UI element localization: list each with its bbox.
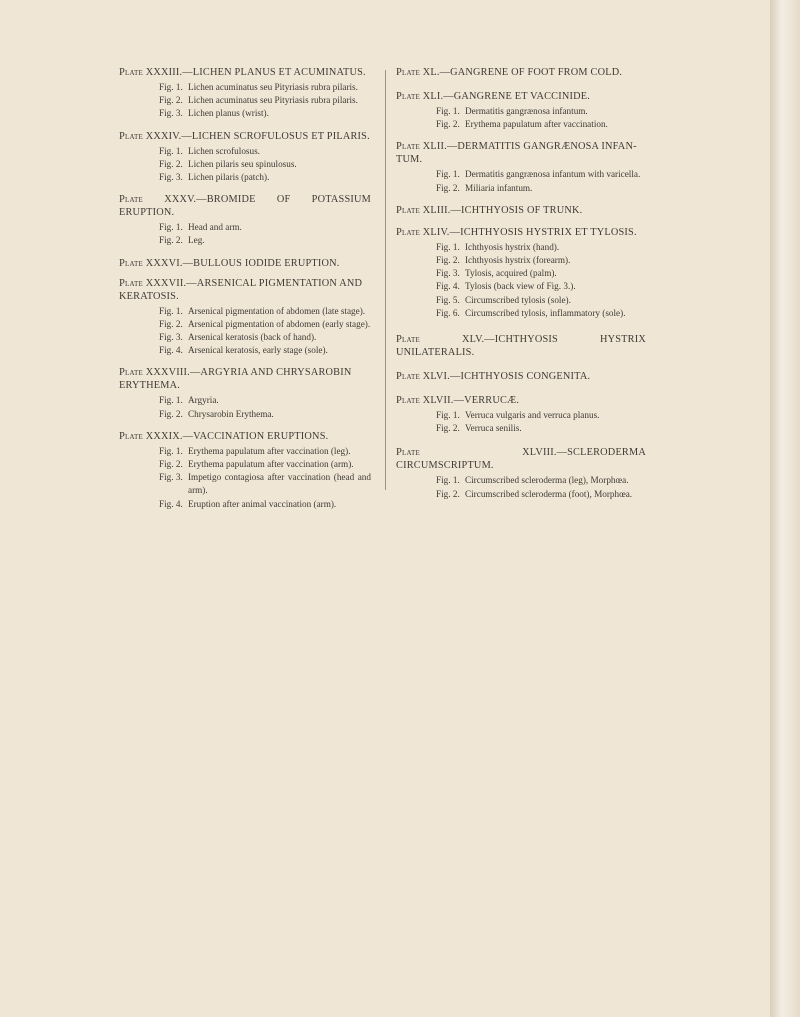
plate-label: Plate (119, 367, 143, 379)
plate-entry (119, 193, 371, 247)
figure-caption: Lichen acuminatus seu Pityriasis rubra pilaris. (188, 82, 358, 92)
plate-heading: XXXIV.—LICHEN SCROFULOSUS ET PILARIS. (145, 130, 370, 142)
left-column (119, 66, 371, 511)
plate-heading: XLIII.—ICHTHYOSIS OF TRUNK. (422, 204, 583, 216)
plate-heading: XXXIII.—LICHEN PLANUS ET ACUMINATUS. (145, 67, 366, 78)
figure-caption: Argyria. (188, 395, 219, 406)
figure-item (159, 318, 371, 331)
figure-list (159, 145, 371, 185)
figure-number: Fig. 1. (159, 145, 183, 156)
figure-list (436, 105, 646, 131)
plate-heading: XLI.—GANGRENE ET VACCINIDE. (422, 91, 591, 102)
figure-caption: Dermatitis gangrænosa infantum. (465, 106, 588, 116)
plate-entry (119, 430, 371, 511)
figure-item (436, 105, 646, 118)
figure-caption: Lichen pilaris (patch). (188, 172, 270, 183)
plate-entry (119, 366, 371, 420)
plate-entry (396, 66, 646, 79)
figure-number: Fig. 1. (159, 305, 183, 316)
figure-item (436, 294, 646, 307)
plate-heading-continued: TUM. (396, 154, 423, 166)
figure-item (159, 305, 371, 318)
figure-caption: Tylosis (back view of Fig. 3.). (465, 281, 576, 292)
figure-caption: Lichen acuminatus seu Pityriasis rubra pilaris. (188, 95, 358, 106)
figure-number: Fig. 5. (436, 294, 460, 305)
plate-heading: XLVII.—VERRUCÆ. (422, 395, 520, 407)
figure-caption: Verruca senilis. (465, 423, 522, 434)
figure-number: Fig. 1. (436, 169, 460, 180)
figure-caption: Verruca vulgaris and verruca planus. (465, 410, 600, 421)
figure-item (436, 241, 646, 254)
plate-entry (396, 140, 646, 194)
figure-item (159, 498, 371, 511)
plate-title (119, 277, 371, 303)
figure-item (159, 471, 371, 497)
figure-caption: Erythema papulatum after vaccination (leg). (188, 445, 351, 456)
plate-heading: XLV.—ICHTHYOSIS HYSTRIX UNILATERALIS. (396, 334, 646, 359)
plate-title (396, 140, 646, 166)
right-column (396, 66, 646, 501)
plate-label: Plate (119, 257, 143, 269)
plate-title (396, 370, 646, 383)
figure-caption: Head and arm. (188, 222, 242, 233)
plate-title (396, 226, 646, 239)
figure-caption: Impetigo contagiosa after vaccination (head and arm). (188, 472, 371, 496)
figure-caption: Circumscribed tylosis, inflammatory (sole). (465, 307, 626, 318)
figure-item (159, 331, 371, 344)
plate-label: Plate (396, 334, 420, 346)
plate-heading: XXXVIII.—ARGYRIA AND CHRYSAROBIN (145, 367, 352, 379)
figure-caption: Erythema papulatum after vaccination. (465, 119, 608, 130)
plate-label: Plate (396, 204, 420, 216)
figure-item (159, 234, 371, 247)
plate-heading: XLIV.—ICHTHYOSIS HYSTRIX ET TYLOSIS. (422, 226, 637, 238)
plate-title (119, 66, 371, 79)
figure-number: Fig. 3. (159, 172, 183, 183)
figure-caption: Ichthyosis hystrix (hand). (465, 241, 560, 252)
figure-number: Fig. 1. (159, 445, 183, 456)
plate-label: Plate (396, 371, 420, 383)
figure-number: Fig. 6. (436, 307, 460, 318)
plate-label: Plate (119, 277, 143, 289)
plate-entry (119, 277, 371, 358)
figure-item (159, 344, 371, 357)
figure-item (159, 394, 371, 407)
figure-caption: Arsenical keratosis (back of hand). (188, 332, 317, 343)
figure-list (159, 445, 371, 511)
plate-heading-continued: ERYTHEMA. (119, 380, 181, 392)
plate-label: Plate (119, 430, 143, 442)
figure-item (159, 81, 371, 94)
figure-caption: Miliaria infantum. (465, 182, 533, 193)
figure-caption: Leg. (188, 235, 205, 246)
plate-title (396, 204, 646, 217)
plate-label: Plate (119, 67, 143, 78)
plate-entry (396, 226, 646, 320)
figure-number: Fig. 2. (436, 119, 460, 130)
figure-number: Fig. 2. (159, 459, 183, 470)
plate-entry (396, 90, 646, 131)
plate-heading-continued: KERATOSIS. (119, 290, 179, 302)
figure-caption: Lichen pilaris seu spinulosus. (188, 158, 297, 169)
figure-caption: Circumscribed scleroderma (foot), Morphœa. (465, 488, 633, 499)
plate-label: Plate (396, 141, 420, 153)
plate-heading: XLVI.—ICHTHYOSIS CONGENITA. (422, 371, 591, 383)
figure-item (159, 158, 371, 171)
figure-item (436, 280, 646, 293)
plate-entry (396, 204, 646, 217)
plate-title (396, 333, 646, 359)
plate-title (119, 130, 371, 143)
figure-item (436, 307, 646, 320)
figure-caption: Erythema papulatum after vaccination (arm). (188, 459, 354, 470)
plate-title (119, 257, 371, 270)
figure-item (436, 254, 646, 267)
figure-number: Fig. 2. (436, 488, 460, 499)
plate-label: Plate (396, 395, 420, 407)
figure-list (159, 81, 371, 121)
figure-number: Fig. 4. (159, 345, 183, 356)
figure-number: Fig. 3. (159, 108, 183, 119)
plate-label: Plate (396, 91, 420, 102)
figure-caption: Chrysarobin Erythema. (188, 408, 274, 419)
figure-caption: Lichen scrofulosus. (188, 145, 260, 156)
plate-entry (119, 66, 371, 121)
figure-list (436, 241, 646, 320)
figure-item (436, 474, 646, 487)
plate-title (396, 90, 646, 103)
figure-item (159, 408, 371, 421)
plate-entry (119, 130, 371, 185)
figure-caption: Dermatitis gangrænosa infantum with varicella. (465, 169, 641, 180)
plate-label: Plate (396, 67, 420, 78)
figure-caption: Ichthyosis hystrix (forearm). (465, 255, 571, 266)
figure-caption: Arsenical keratosis, early stage (sole). (188, 345, 328, 356)
column-divider (385, 70, 386, 490)
figure-item (436, 168, 646, 181)
plate-heading: XXXVII.—ARSENICAL PIGMENTATION AND (145, 277, 363, 289)
plate-title (119, 430, 371, 443)
figure-number: Fig. 2. (436, 255, 460, 266)
figure-number: Fig. 3. (159, 472, 183, 483)
plate-entry (396, 446, 646, 500)
figure-list (436, 409, 646, 435)
plate-heading: XXXV.—BROMIDE OF POTASSIUM ERUPTION. (119, 194, 371, 219)
figure-item (159, 221, 371, 234)
figure-caption: Eruption after animal vaccination (arm). (188, 498, 337, 509)
figure-number: Fig. 2. (436, 423, 460, 434)
figure-number: Fig. 1. (159, 395, 183, 406)
figure-item (159, 445, 371, 458)
figure-number: Fig. 3. (436, 268, 460, 279)
figure-number: Fig. 3. (159, 332, 183, 343)
figure-list (159, 394, 371, 420)
figure-caption: Circumscribed scleroderma (leg), Morphœa. (465, 475, 629, 486)
plate-label: Plate (396, 226, 420, 238)
plate-title (119, 193, 371, 219)
figure-number: Fig. 2. (159, 318, 183, 329)
figure-list (436, 168, 646, 194)
figure-item (159, 458, 371, 471)
plate-heading: XXXIX.—VACCINATION ERUPTIONS. (145, 430, 329, 442)
plate-heading: XLVIII.—SCLERODERMA CIRCUMSCRIPTUM. (396, 447, 646, 472)
plate-title (396, 394, 646, 407)
figure-number: Fig. 2. (436, 182, 460, 193)
plate-heading: XL.—GANGRENE OF FOOT FROM COLD. (422, 67, 623, 78)
plate-title (396, 446, 646, 472)
figure-number: Fig. 4. (436, 281, 460, 292)
plate-title (396, 66, 646, 79)
figure-item (159, 145, 371, 158)
figure-number: Fig. 2. (159, 408, 183, 419)
figure-caption: Lichen planus (wrist). (188, 108, 269, 119)
figure-item (159, 107, 371, 120)
figure-number: Fig. 1. (436, 410, 460, 421)
plate-heading: XLII.—DERMATITIS GANGRÆNOSA INFAN- (422, 141, 637, 153)
figure-number: Fig. 1. (436, 475, 460, 486)
figure-item (159, 171, 371, 184)
figure-item (436, 182, 646, 195)
figure-list (159, 305, 371, 358)
plate-title (119, 366, 371, 392)
plate-entry (396, 394, 646, 435)
figure-item (436, 267, 646, 280)
plate-entry (119, 257, 371, 270)
plate-entry (396, 333, 646, 359)
figure-number: Fig. 2. (159, 158, 183, 169)
figure-number: Fig. 1. (436, 241, 460, 252)
figure-item (159, 94, 371, 107)
figure-number: Fig. 1. (159, 82, 183, 92)
figure-item (436, 118, 646, 131)
figure-number: Fig. 2. (159, 235, 183, 246)
figure-item (436, 488, 646, 501)
figure-number: Fig. 4. (159, 498, 183, 509)
plate-heading: XXXVI.—BULLOUS IODIDE ERUPTION. (145, 257, 340, 269)
figure-caption: Arsenical pigmentation of abdomen (early stage). (188, 318, 371, 329)
figure-number: Fig. 1. (436, 106, 460, 116)
figure-caption: Tylosis, acquired (palm). (465, 268, 557, 279)
figure-caption: Circumscribed tylosis (sole). (465, 294, 571, 305)
plate-label: Plate (119, 194, 143, 206)
figure-list (436, 474, 646, 500)
figure-list (159, 221, 371, 247)
plate-label: Plate (119, 130, 143, 142)
figure-item (436, 409, 646, 422)
figure-number: Fig. 2. (159, 95, 183, 106)
page-edge (770, 0, 800, 1017)
figure-item (436, 422, 646, 435)
plate-label: Plate (396, 447, 420, 459)
plate-entry (396, 370, 646, 383)
figure-number: Fig. 1. (159, 222, 183, 233)
figure-caption: Arsenical pigmentation of abdomen (late stage). (188, 305, 366, 316)
